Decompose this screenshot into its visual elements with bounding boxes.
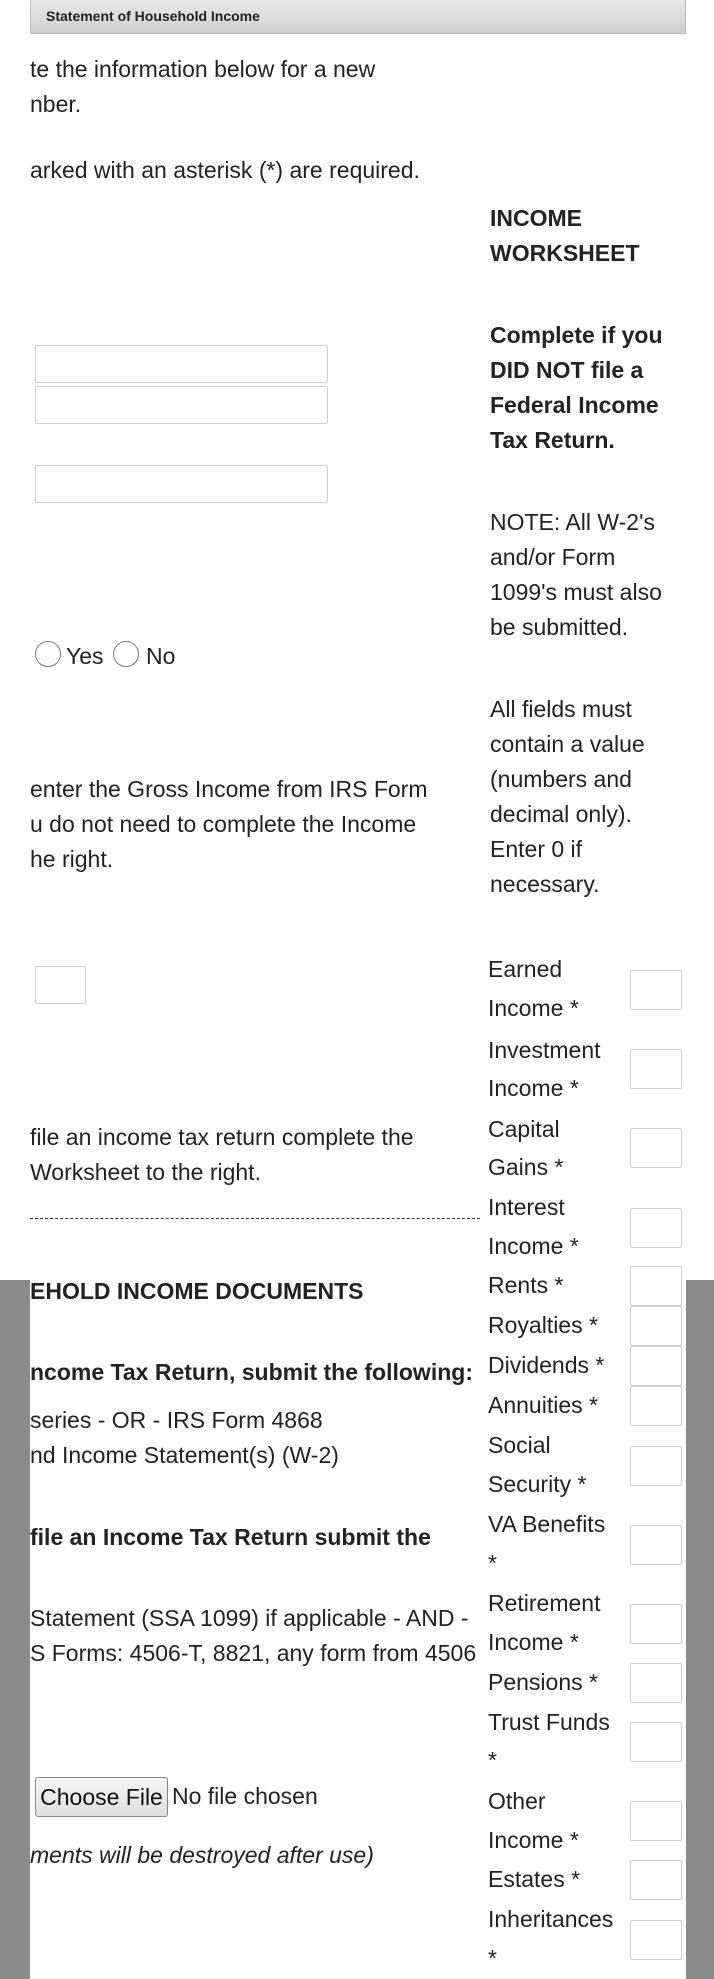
retirement-income-input[interactable]: [630, 1604, 682, 1644]
no-return-text-line2: Worksheet to the right.: [30, 1159, 261, 1185]
worksheet-title-line1: INCOME: [490, 205, 582, 231]
retirement-income-label-line2: Income *: [488, 1629, 579, 1655]
rents-input[interactable]: [630, 1266, 682, 1306]
interest-income-input[interactable]: [630, 1208, 682, 1248]
worksheet-note-line3: 1099's must also: [490, 579, 662, 605]
address-input[interactable]: [35, 386, 328, 424]
capital-gains-label-line2: Gains *: [488, 1154, 564, 1180]
annuities-input[interactable]: [630, 1386, 682, 1426]
worksheet-fields-note-line3: (numbers and: [490, 766, 632, 792]
earned-income-label-line2: Income *: [488, 995, 579, 1021]
other-income-label-line1: Other: [488, 1788, 546, 1814]
va-benefits-input[interactable]: [630, 1525, 682, 1565]
choose-file-button[interactable]: Choose File: [35, 1777, 168, 1817]
gross-income-input[interactable]: [35, 966, 86, 1004]
rents-label: Rents *: [488, 1272, 564, 1298]
no-return-text-line1: file an income tax return complete the: [30, 1124, 414, 1150]
royalties-input[interactable]: [630, 1306, 682, 1346]
dialog-title: Statement of Household Income: [46, 8, 260, 24]
overlay-backdrop-right: [686, 1280, 714, 1979]
social-security-input[interactable]: [630, 1446, 682, 1486]
overlay-backdrop-left: [0, 1280, 30, 1979]
worksheet-note-line1: NOTE: All W-2's: [490, 509, 655, 535]
not-filed-documents-item1: Statement (SSA 1099) if applicable - AND -: [30, 1605, 469, 1631]
annuities-label: Annuities *: [488, 1392, 598, 1418]
not-filed-documents-item2: S Forms: 4506-T, 8821, any form from 4506: [30, 1640, 477, 1666]
member-id-input[interactable]: [35, 465, 328, 503]
filed-yes-label: Yes: [66, 643, 104, 669]
required-fields-note: arked with an asterisk (*) are required.: [30, 157, 420, 183]
earned-income-input[interactable]: [630, 970, 682, 1010]
income-statement-dialog: [30, 0, 686, 1979]
gross-income-text-line1: enter the Gross Income from IRS Form: [30, 776, 428, 802]
capital-gains-input[interactable]: [630, 1128, 682, 1168]
trust-funds-label-line2: *: [488, 1747, 497, 1773]
filed-documents-item2: nd Income Statement(s) (W-2): [30, 1442, 339, 1468]
dividends-input[interactable]: [630, 1346, 682, 1386]
other-income-label-line2: Income *: [488, 1827, 579, 1853]
earned-income-label-line1: Earned: [488, 956, 563, 982]
worksheet-title-line2: WORKSHEET: [490, 240, 640, 266]
estates-input[interactable]: [630, 1860, 682, 1900]
pensions-input[interactable]: [630, 1663, 682, 1703]
investment-income-input[interactable]: [630, 1049, 682, 1089]
interest-income-label-line2: Income *: [488, 1233, 579, 1259]
dividends-label: Dividends *: [488, 1352, 605, 1378]
capital-gains-label-line1: Capital: [488, 1116, 560, 1142]
filed-documents-item1: series - OR - IRS Form 4868: [30, 1407, 323, 1433]
inheritances-label-line2: *: [488, 1945, 497, 1971]
other-income-input[interactable]: [630, 1801, 682, 1841]
worksheet-fields-note-line2: contain a value: [490, 731, 645, 757]
filed-no-label: No: [146, 643, 176, 669]
investment-income-label-line1: Investment: [488, 1037, 601, 1063]
worksheet-fields-note-line6: necessary.: [490, 871, 600, 897]
interest-income-label-line1: Interest: [488, 1194, 565, 1220]
intro-text-line1: te the information below for a new: [30, 56, 376, 82]
not-filed-documents-heading: file an Income Tax Return submit the: [30, 1524, 431, 1550]
estates-label: Estates *: [488, 1866, 581, 1892]
section-divider: [30, 1218, 480, 1219]
worksheet-fields-note-line4: decimal only).: [490, 801, 632, 827]
va-benefits-label-line1: VA Benefits: [488, 1511, 606, 1537]
worksheet-fields-note-line5: Enter 0 if: [490, 836, 583, 862]
pensions-label: Pensions *: [488, 1669, 598, 1695]
worksheet-instructions-line4: Tax Return.: [490, 427, 615, 453]
worksheet-fields-note-line1: All fields must: [490, 696, 632, 722]
worksheet-instructions-line1: Complete if you: [490, 322, 663, 348]
trust-funds-label-line1: Trust Funds: [488, 1709, 610, 1735]
royalties-label: Royalties *: [488, 1312, 598, 1338]
filed-no-radio[interactable]: [113, 641, 139, 667]
trust-funds-input[interactable]: [630, 1722, 682, 1762]
dialog-titlebar[interactable]: [30, 0, 686, 34]
documents-destroy-note: ments will be destroyed after use): [30, 1842, 374, 1868]
gross-income-text-line3: he right.: [30, 846, 114, 872]
no-file-chosen-label: No file chosen: [172, 1783, 318, 1809]
worksheet-instructions-line2: DID NOT file a: [490, 357, 644, 383]
name-input[interactable]: [35, 345, 328, 383]
filed-documents-heading: ncome Tax Return, submit the following:: [30, 1359, 473, 1385]
inheritances-label-line1: Inheritances: [488, 1906, 614, 1932]
documents-heading: EHOLD INCOME DOCUMENTS: [30, 1278, 364, 1304]
inheritances-input[interactable]: [630, 1920, 682, 1960]
worksheet-note-line2: and/or Form: [490, 544, 616, 570]
worksheet-instructions-line3: Federal Income: [490, 392, 659, 418]
social-security-label-line1: Social: [488, 1432, 551, 1458]
worksheet-note-line4: be submitted.: [490, 614, 629, 640]
gross-income-text-line2: u do not need to complete the Income: [30, 811, 417, 837]
va-benefits-label-line2: *: [488, 1550, 497, 1576]
filed-yes-radio[interactable]: [35, 641, 61, 667]
investment-income-label-line2: Income *: [488, 1075, 579, 1101]
social-security-label-line2: Security *: [488, 1471, 587, 1497]
intro-text-line2: nber.: [30, 91, 82, 117]
retirement-income-label-line1: Retirement: [488, 1590, 601, 1616]
